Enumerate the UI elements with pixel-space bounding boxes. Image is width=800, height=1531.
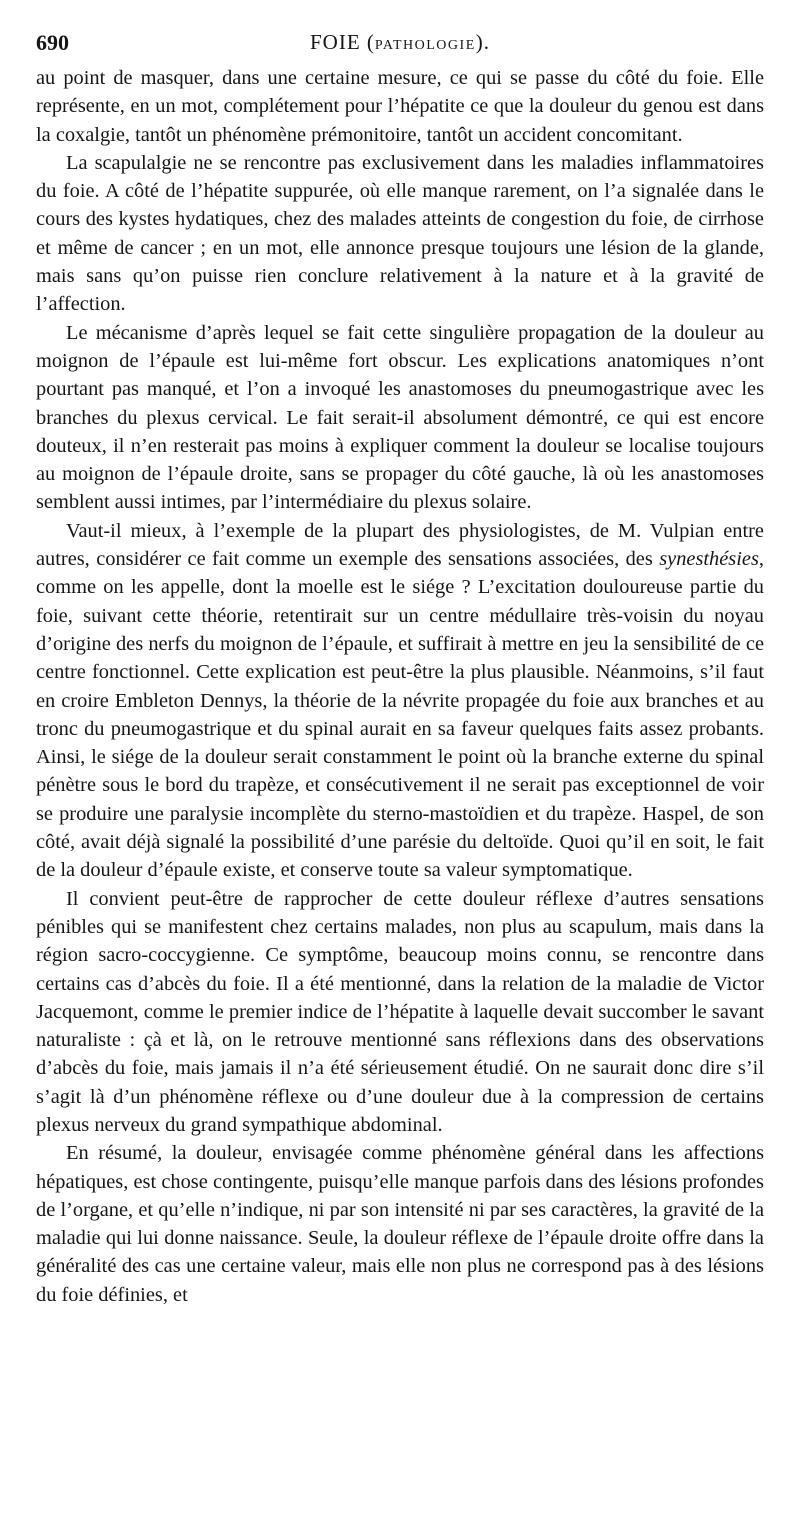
paragraph-4-after: , comme on les appelle, dont la moelle est le siége ? L’excitation douloureuse partie du foie, suivant cette théorie, retentirait sur un centre médullaire très-voisin du noyau d’origine des nerfs du moignon de l’épaule, et suffirait à mettre en jeu la sensibilité de ce centre fonctionnel. Cette explication est peut-être la plus plausible. Néanmoins, s’il faut en croire Embleton Dennys, la théorie de la névrite propagée du foie aux branches et au tronc du pneumogastrique et du spinal aurait en sa faveur quelques faits assez probants. Ainsi, le siége de la douleur serait constamment le point où la branche externe du spinal pénètre sous le bord du trapèze, et consécutivement il ne serait pas exceptionnel de voir se produire une paralysie incomplète du sterno-mastoïdien et du trapèze. Haspel, de son côté, avait déjà signalé la possibilité d’une parésie du deltoïde. Quoi qu’il en soit, le fait de la douleur d’épaule existe, et conserve toute sa valeur symptomatique. — [36, 548, 764, 882]
paragraph-6: En résumé, la douleur, envisagée comme phénomène général dans les affections hépatiques, est chose contingente, puisqu’elle manque parfois dans des lésions profondes de l’organe, et qu’elle n’indique, ni par son intensité ni par ses caractères, la gravité de la maladie qui lui donne naissance. Seule, la douleur réflexe de l’épaule droite offre dans la généralité des cas une certaine valeur, mais elle non plus ne correspond pas à des lésions du foie définies, et — [36, 1142, 764, 1306]
running-title-close: ). — [475, 30, 490, 54]
paragraph-4-before: Vaut-il mieux, à l’exemple de la plupart des physiologistes, de M. Vulpian entre autres, considérer ce fait comme un exemple des sensations associées, des — [36, 519, 764, 571]
running-title-main: FOIE — [310, 30, 361, 54]
body-text — [36, 64, 764, 1309]
paragraph-5: Il convient peut-être de rapprocher de cette douleur réflexe d’autres sensations pénibles qui se manifestent chez certains malades, non plus au scapulum, mais dans la région sacro-coccygienne. Ce symptôme, beaucoup moins connu, se rencontre dans certains cas d’abcès du foie. Il a été mentionné, dans la relation de la maladie de Victor Jacquemont, comme le premier indice de l’hépatite à laquelle devait succomber le savant naturaliste : çà et là, on le retrouve mentionné sans réflexions dans des observations d’abcès du foie, mais jamais il n’a été sérieusement étudié. On ne saurait donc dire s’il s’agit là d’un phénomène réflexe ou d’une douleur due à la compression de certains plexus nerveux du grand sympathique abdominal. — [36, 887, 764, 1136]
page-number: 690 — [36, 30, 69, 55]
paragraph-4 — [36, 517, 764, 885]
paragraph-3: Le mécanisme d’après lequel se fait cette singulière propagation de la douleur au moignon de l’épaule est lui-même fort obscur. Les explications anatomiques n’ont pourtant pas manqué, et l’on a invoqué les anastomoses du pneumogastrique avec les branches du plexus cervical. Le fait serait-il absolument démontré, ce qui est encore douteux, il n’en resterait pas moins à expliquer comment la douleur se localise toujours au moignon de l’épaule droite, sans se propager du côté gauche, là où les anastomoses semblent aussi intimes, par l’intermédiaire du plexus solaire. — [36, 321, 764, 514]
running-header — [36, 30, 764, 64]
running-title — [36, 30, 764, 55]
paragraph-1: au point de masquer, dans une certaine mesure, ce qui se passe du côté du foie. Elle représente, en un mot, complétement pour l’hépatite ce que la douleur du genou est dans la coxalgie, tantôt un phénomène prémonitoire, tantôt un accident concomitant. — [36, 67, 764, 146]
running-title-open: ( — [360, 30, 375, 54]
paragraph-2: La scapulalgie ne se rencontre pas exclusivement dans les maladies inflammatoires du foie. A côté de l’hépatite suppurée, où elle manque rarement, on l’a signalée dans le cours des kystes hydatiques, chez des malades atteints de congestion du foie, de cirrhose et même de cancer ; en un mot, elle annonce presque toujours une lésion de la glande, mais sans qu’on puisse rien conclure relativement à la nature et à la gravité de l’affection. — [36, 151, 764, 316]
running-title-subtitle: PATHOLOGIE — [374, 38, 476, 53]
italic-term-synesthesies: synesthésies — [659, 548, 759, 571]
